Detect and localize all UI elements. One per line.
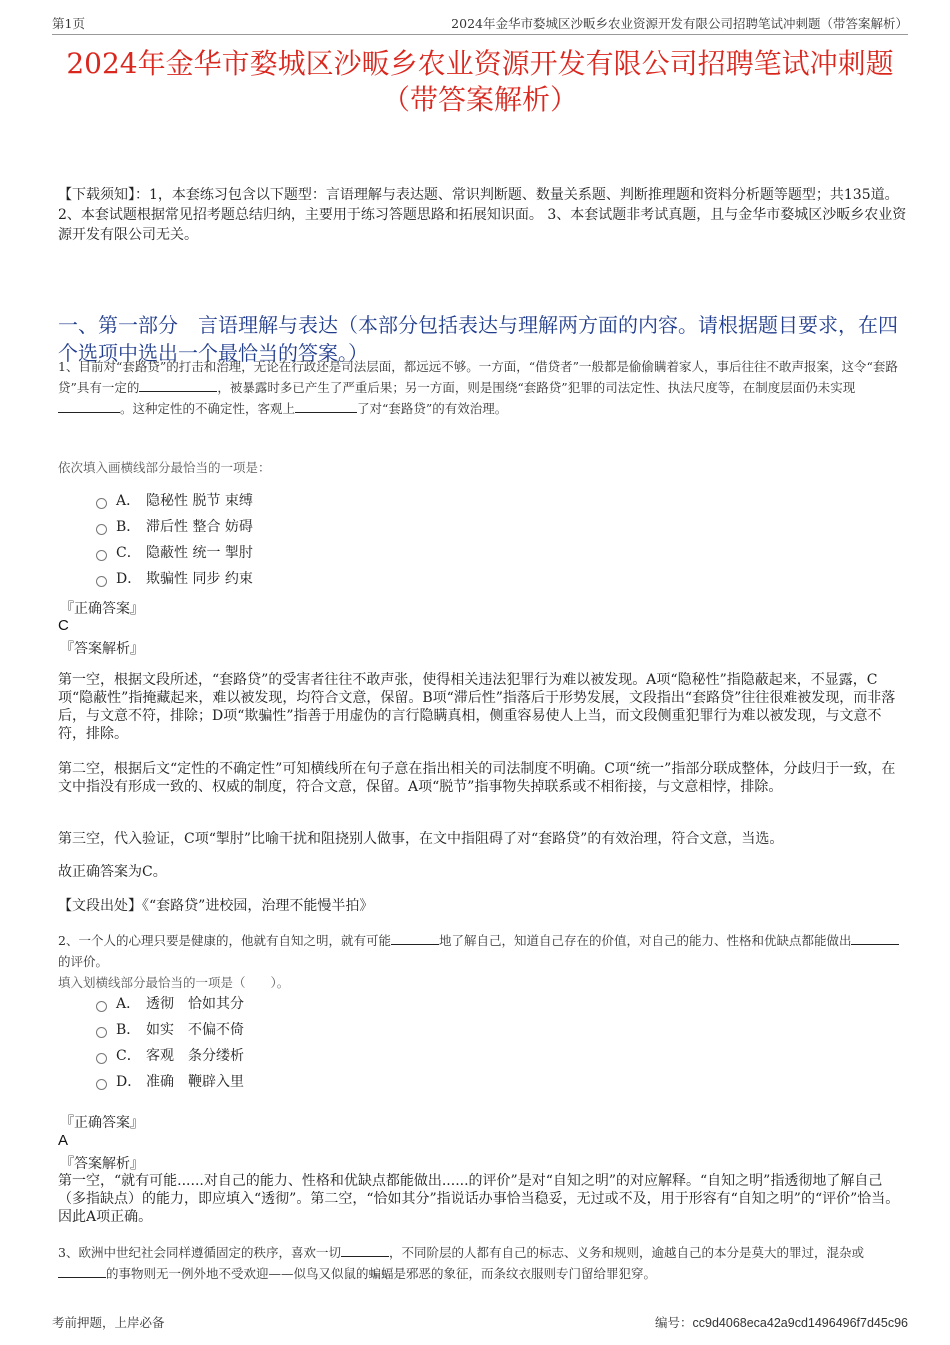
radio-icon[interactable]: [96, 1053, 107, 1064]
blank: [295, 399, 357, 413]
document-title: 2024年金华市婺城区沙畈乡农业资源开发有限公司招聘笔试冲刺题（带答案解析）: [66, 47, 894, 116]
option-a[interactable]: A． 透彻 恰如其分: [96, 991, 244, 1017]
blank: [391, 931, 439, 945]
question-1-prompt: 依次填入画横线部分最恰当的一项是：: [58, 460, 271, 475]
option-b[interactable]: B． 滞后性 整合 妨碍: [96, 514, 253, 540]
question-3-stem: 3、欧洲中世纪社会同样遵循固定的秩序，喜欢一切 ，不同阶层的人都有自己的标志、义务和规则，逾越自己的本分是莫大的罪过，混杂或的事物则无一例外地不受欢迎——似鸟又似鼠的蝙蝠是邪恶的象征，而条纹衣服则专门留给罪犯穿。: [58, 1245, 864, 1281]
option-b[interactable]: B． 如实 不偏不倚: [96, 1017, 244, 1043]
option-c[interactable]: C． 隐蔽性 统一 掣肘: [96, 540, 253, 566]
analysis-paragraph: 第三空，代入验证，C项“掣肘”比喻干扰和阻挠别人做事，在文中指阻碍了对“套路贷”的有效治理，符合文意，当选。: [58, 831, 784, 847]
question-1-stem: 1、目前对“套路贷”的打击和治理，无论在行政还是司法层面，都远远不够。一方面，“借贷者”一般都是偷偷瞒着家人，事后往往不敢声报案，这令“套路贷”具有一定的 ，被暴露时多已产生了严重后果；另一方面，则是围绕“套路贷”犯罪的司法定性、执法尺度等，在制度层面仍未实现。这种定性的不确定性，客观上 了对“套路贷”的有效治理。: [58, 359, 898, 416]
blank: [851, 931, 899, 945]
analysis-paragraph: 第一空，根据文段所述，“套路贷”的受害者往往不敢声张，使得相关违法犯罪行为难以被发现。A项“隐秘性”指隐蔽起来，不显露，C项“隐蔽性”指掩藏起来，难以被发现，均符合文意，保留。B项“滞后性”指落后于形势发展，文段指出“套路贷”往往很难被发现，而非落后，与文意不符，排除；D项“欺骗性”指善于用虚伪的言行隐瞒真相，侧重容易使人上当，而文段侧重犯罪行为难以被发现，与文意不符，排除。: [58, 672, 896, 742]
question-1-options: [96, 488, 253, 592]
analysis-paragraph: 第二空，根据后文“定性的不确定性”可知横线所在句子意在指出相关的司法制度不明确。C项“统一”指部分联成整体，分歧归于一致，在文中指没有形成一致的、权威的制度，符合文意，保留。A项“脱节”指事物失掉联系或不相衔接，与文意相悖，排除。: [58, 761, 896, 795]
section-heading: 一、第一部分 言语理解与表达（本部分包括表达与理解两方面的内容。请根据题目要求，在四个选项中选出一个最恰当的答案。）: [58, 313, 898, 365]
question-2-prompt: 填入划横线部分最恰当的一项是（ ）。: [58, 975, 290, 990]
option-c[interactable]: C． 客观 条分缕析: [96, 1043, 244, 1069]
source-citation: 【文段出处】《“套路贷”进校园，治理不能慢半拍》: [58, 898, 374, 914]
header-doc-title: 2024年金华市婺城区沙畈乡农业资源开发有限公司招聘笔试冲刺题（带答案解析）: [451, 16, 908, 31]
radio-icon[interactable]: [96, 1001, 107, 1012]
download-notice: 【下载须知】：1，本套练习包含以下题型：言语理解与表达题、常识判断题、数量关系题、判断推理题和资料分析题等题型；共135道。 2、本套试题根据常见招考题总结归纳，主要用于练习答题思路和拓展知识面。 3、本套试题非考试真题，且与金华市婺城区沙畈乡农业资源开发有限公司无关。: [58, 187, 907, 243]
blank: [58, 399, 120, 413]
correct-answer: A: [58, 1132, 69, 1149]
option-a[interactable]: A． 隐秘性 脱节 束缚: [96, 488, 253, 514]
page-header: [52, 14, 908, 35]
analysis-paragraph: 第一空，“就有可能......对自己的能力、性格和优缺点都能做出......的评价”是对“自知之明”的对应解释。“自知之明”指透彻地了解自己（多指缺点）的能力，即应填入“透彻”。第二空，“恰如其分”指说话办事恰当稳妥，无过或不及，用于形容有“自知之明”的“评价”恰当。因此A项正确。: [58, 1173, 900, 1225]
option-d[interactable]: D． 欺骗性 同步 约束: [96, 566, 253, 592]
page-footer: [52, 1313, 908, 1331]
correct-answer: C: [58, 617, 69, 634]
blank: [58, 1264, 106, 1278]
question-2-stem: 2、一个人的心理只要是健康的，他就有自知之明，就有可能 地了解自己，知道自己存在的价值，对自己的能力、性格和优缺点都能做出的评价。: [58, 930, 908, 972]
radio-icon[interactable]: [96, 576, 107, 587]
footer-slogan: 考前押题，上岸必备: [52, 1315, 165, 1330]
analysis-label: 『答案解析』: [60, 641, 144, 657]
analysis-label: 『答案解析』: [60, 1156, 144, 1172]
answer-label: 『正确答案』: [60, 1115, 144, 1131]
analysis-paragraph: 故正确答案为C。: [58, 864, 167, 880]
radio-icon[interactable]: [96, 1079, 107, 1090]
radio-icon[interactable]: [96, 1027, 107, 1038]
page-number: 第1页: [52, 16, 85, 31]
blank: [139, 378, 217, 392]
document-code: 编号：cc9d4068eca42a9cd1496496f7d45c96: [655, 1315, 908, 1330]
radio-icon[interactable]: [96, 550, 107, 561]
answer-label: 『正确答案』: [60, 601, 144, 617]
question-2-options: [96, 991, 244, 1095]
blank: [341, 1243, 389, 1257]
option-d[interactable]: D． 准确 鞭辟入里: [96, 1069, 244, 1095]
radio-icon[interactable]: [96, 524, 107, 535]
radio-icon[interactable]: [96, 498, 107, 509]
